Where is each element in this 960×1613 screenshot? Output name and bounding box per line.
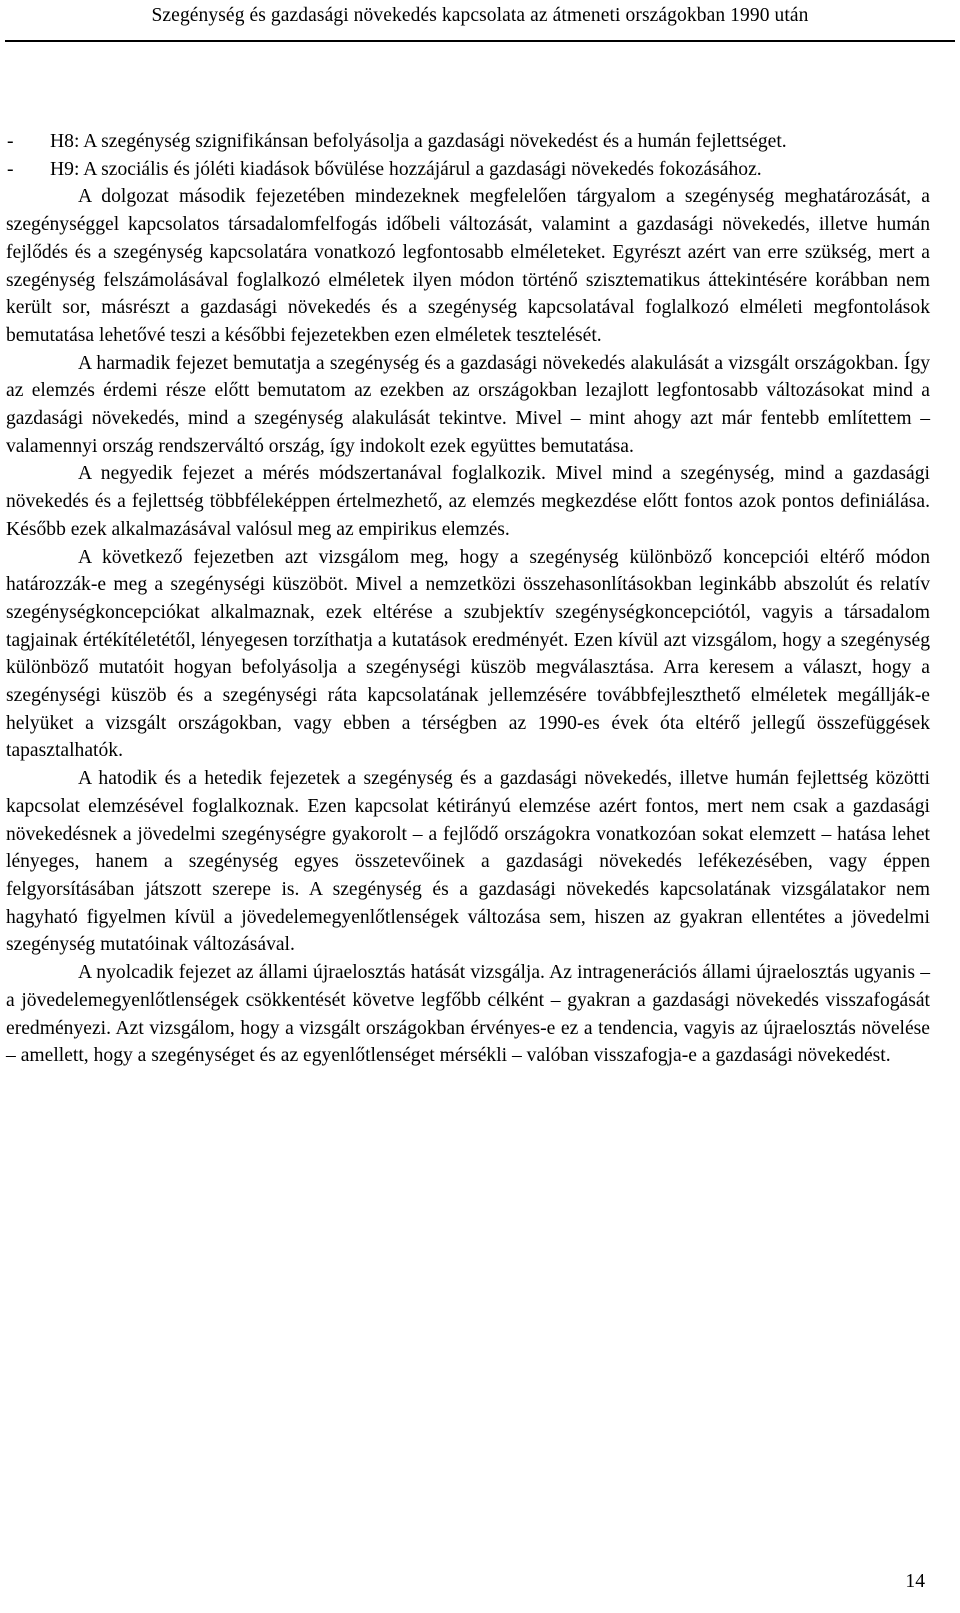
page-number: 14 [905,1571,925,1592]
paragraph: A hatodik és a hetedik fejezetek a szegénység és a gazdasági növekedés, illetve humán fejlettség közötti kapcsolat elemzésével foglalkoznak. Ezen kapcsolat kétirányú elemzése azért fontos, mert nem csak a gazdasági növekedésnek a jövedelmi szegénységre gyakorolt – a fejlődő országokra vonatkozóan sokat elemzett – hatása lehet lényeges, hanem a szegénység egyes összetevőinek a gazdasági növekedés lefékezésében, vagy éppen felgyorsításában játszott szerepe is. A szegénység és a gazdasági növekedés kapcsolatának vizsgálatakor nem hagyható figyelmen kívül a jövedelemegyenlőtlenségek változása sem, hiszen az gyakran ellentétes a jövedelmi szegénység mutatóinak változásával. [6,768,930,956]
paragraph: A következő fejezetben azt vizsgálom meg, hogy a szegénység különböző koncepciói eltérő módon határozzák-e meg a szegénységi küszöböt. Mivel a nemzetközi összehasonlításokban leginkább abszolút és relatív szegénységkoncepciókat alkalmaznak, ezek eltérése a szubjektív szegénységkoncepciótól, vagyis a társadalom tagjainak értékítéletétől, lényegesen torzíthatja a kutatások eredményét. Ezen kívül azt vizsgálom, hogy a szegénység különböző mutatóit hogyan befolyásolja a szegénységi küszöb megválasztása. Arra keresem a választ, hogy a szegénységi küszöb és a szegénységi ráta kapcsolatának jellemzésére továbbfejleszthető elméletek megállják-e helyüket a vizsgált országokban, vagy ebben a térségben az 1990-es évek óta eltérő jellegű összefüggések tapasztalhatók. [6,546,930,762]
paragraph: A harmadik fejezet bemutatja a szegénység és a gazdasági növekedés alakulását a vizsgált országokban. Így az elemzés érdemi része előtt bemutatom az ezekben az országokban lezajlott legfontosabb változásokat mind a gazdasági növekedés, mind a szegénység alakulását tekintve. Mivel – mint ahogy azt már fentebb említettem – valamennyi ország rendszerváltó ország, így indokolt ezek együttes bemutatása. [6,352,930,457]
document-body [6,128,930,1070]
paragraph: A negyedik fejezet a mérés módszertanával foglalkozik. Mivel mind a szegénység, mind a gazdasági növekedés és a fejlettség többféleképpen értelmezhető, az elemzés megkezdése előtt fontos azok pontos definiálása. Később ezek alkalmazásával valósul meg az empirikus elemzés. [6,463,930,540]
paragraph: A nyolcadik fejezet az állami újraelosztás hatását vizsgálja. Az intragenerációs állami újraelosztás ugyanis – a jövedelemegyenlőtlenségek csökkentését követve legfőbb célként – gyakran a gazdasági növekedés visszafogását eredményezi. Azt vizsgálom, hogy a vizsgált országokban érvényes-e ez a tendencia, vagyis az újraelosztás növelése – amellett, hogy a szegénységet és az egyenlőtlenséget mérsékli – valóban visszafogja-e a gazdasági növekedést. [6,962,930,1067]
paragraph: A dolgozat második fejezetében mindezeknek megfelelően tárgyalom a szegénység meghatározását, a szegénységgel kapcsolatos társadalomfelfogás időbeli változását, valamint a gazdasági növekedés, illetve humán fejlődés és a szegénység kapcsolatára vonatkozó legfontosabb elméleteket. Egyrészt azért van erre szükség, mert a szegénység felszámolásával foglalkozó elméletek ilyen módon történő szisztematikus áttekintésére korábban nem került sor, másrészt a gazdasági növekedés és a szegénység kapcsolatával foglalkozó elméleti megfontolások bemutatása lehetővé teszi a későbbi fejezetekben ezen elméletek tesztelését. [6,186,930,346]
bullet-dash: - [7,131,14,152]
header-divider [5,40,955,42]
running-header: Szegénység és gazdasági növekedés kapcsolata az átmeneti országokban 1990 után [151,5,809,26]
hypothesis-item [6,156,930,184]
hypothesis-text: H8: A szegénység szignifikánsan befolyásolja a gazdasági növekedést és a humán fejlettséget. [50,131,787,152]
hypothesis-text: H9: A szociális és jóléti kiadások bővülése hozzájárul a gazdasági növekedés fokozásához. [50,158,762,180]
hypothesis-item [6,128,930,156]
bullet-dash: - [7,158,14,180]
